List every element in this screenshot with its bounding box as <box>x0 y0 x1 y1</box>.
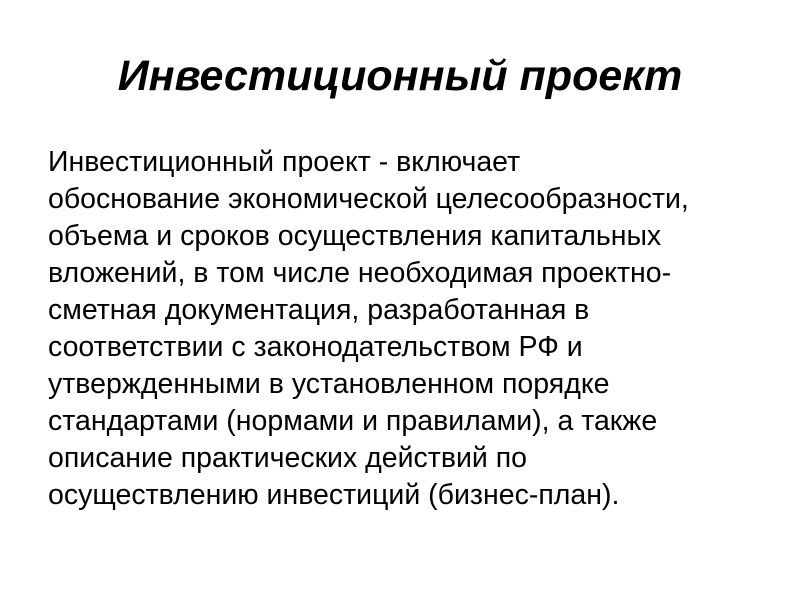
body-line: описание практических действий по <box>48 442 528 474</box>
body-line: обоснование экономической целесообразности, <box>48 183 689 215</box>
body-line: соответствии с законодательством РФ и <box>48 331 583 363</box>
slide-title: Инвестиционный проект <box>117 52 683 100</box>
body-line: утвержденными в установленном порядке <box>48 368 610 400</box>
body-line: осуществлению инвестиций (бизнес-план). <box>48 479 620 511</box>
slide-body-text <box>48 144 768 514</box>
body-line: сметная документация, разработанная в <box>48 294 590 326</box>
body-line: вложений, в том числе необходимая проектно- <box>48 257 672 289</box>
body-line: объема и сроков осуществления капитальных <box>48 220 662 252</box>
body-line: стандартами (нормами и правилами), а также <box>48 405 658 437</box>
body-line: Инвестиционный проект - включает <box>48 146 521 178</box>
